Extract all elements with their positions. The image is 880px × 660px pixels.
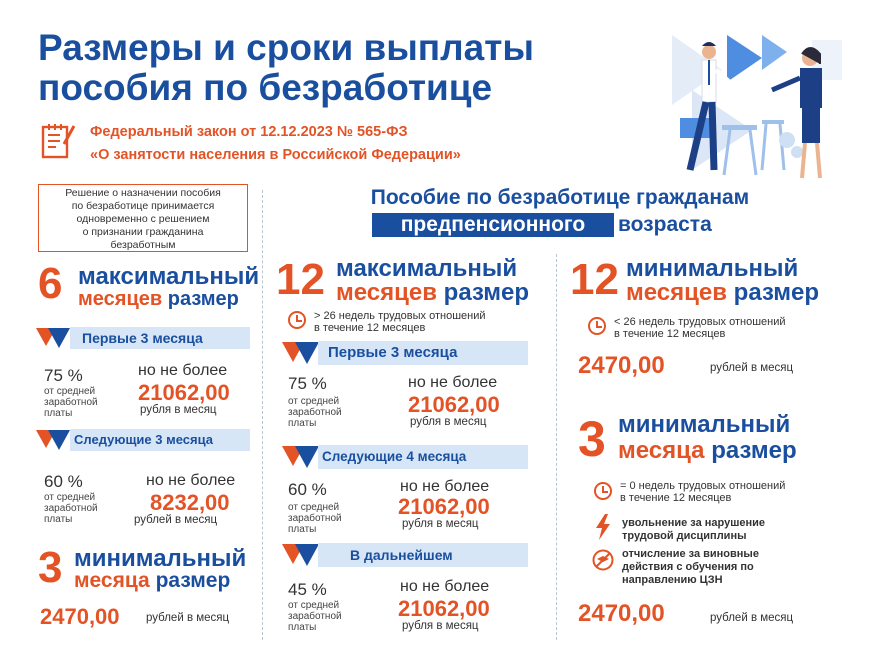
left-min-unit-line: месяца размер xyxy=(74,569,231,592)
page-title: Размеры и сроки выплаты пособия по безработице xyxy=(38,27,534,108)
right-number: 12 xyxy=(570,255,619,304)
no-education-icon xyxy=(592,549,614,571)
right-reason-1: увольнение за нарушение трудовой дисциплины xyxy=(622,517,766,542)
decision-note-box: Решение о назначении пособия по безработице принимается одновременно с решением о признании гражданина безработным xyxy=(38,184,248,252)
left-p2-unit: рублей в месяц xyxy=(134,514,218,526)
mid-condition: > 26 недель трудовых отношений в течение 12 месяцев xyxy=(314,310,486,334)
right-amount: 2470,00 xyxy=(578,352,665,379)
triangle-icon xyxy=(36,430,72,452)
mid-word: максимальный xyxy=(336,255,518,282)
clock-icon xyxy=(588,317,606,335)
left-p1-amount: 21062,00 xyxy=(138,380,230,405)
left-p2-percent: 60 % xyxy=(44,472,83,491)
mid-p2-sub: от средней заработной платы xyxy=(288,502,342,535)
right-unit-line: месяцев размер xyxy=(626,279,820,306)
right-number-2: 3 xyxy=(578,411,606,467)
left-max-word: максимальный xyxy=(78,263,260,290)
left-min-amount: 2470,00 xyxy=(40,604,120,629)
mid-number: 12 xyxy=(276,255,325,304)
clock-icon xyxy=(594,482,612,500)
right-word-2: минимальный xyxy=(618,411,791,438)
law-line-2: «О занятости населения в Российской Федерации» xyxy=(90,147,461,163)
left-p1-sub: от средней заработной платы xyxy=(44,386,98,419)
left-max-number: 6 xyxy=(38,259,63,308)
left-period-2-header: Следующие 3 месяца xyxy=(70,429,250,451)
mid-p3-limit-label: но не более xyxy=(400,578,490,595)
mid-unit-line: месяцев размер xyxy=(336,279,530,306)
mid-p1-amount: 21062,00 xyxy=(408,392,500,417)
mid-p2-limit-label: но не более xyxy=(400,478,490,495)
right-amount-unit: рублей в месяц xyxy=(710,362,794,374)
triangle-icon xyxy=(282,342,320,366)
left-max-unit-line: месяцев размер xyxy=(78,288,239,310)
right-condition-2: = 0 недель трудовых отношений в течение 12 месяцев xyxy=(620,480,786,504)
right-unit-line-2: месяца размер xyxy=(618,437,797,464)
left-min-word: минимальный xyxy=(74,545,247,572)
pre-pension-title-rest: возраста xyxy=(618,213,712,236)
mid-p3-percent: 45 % xyxy=(288,580,327,599)
right-amount-2: 2470,00 xyxy=(578,600,665,627)
left-p1-percent: 75 % xyxy=(44,366,83,385)
right-word: минимальный xyxy=(626,255,799,282)
left-p2-amount: 8232,00 xyxy=(150,490,230,515)
mid-p1-limit-label: но не более xyxy=(408,374,498,391)
column-separator xyxy=(556,254,557,640)
mid-period-2-header: Следующие 4 месяца xyxy=(318,445,528,469)
left-p2-limit-label: но не более xyxy=(146,472,236,489)
triangle-icon xyxy=(282,446,320,470)
left-p1-unit: рубля в месяц xyxy=(140,404,217,416)
triangle-icon xyxy=(36,328,72,350)
right-condition: < 26 недель трудовых отношений в течение 12 месяцев xyxy=(614,316,786,340)
left-p1-limit-label: но не более xyxy=(138,362,228,379)
mid-p1-percent: 75 % xyxy=(288,374,327,393)
document-pen-icon xyxy=(40,122,78,160)
mid-period-1-header: Первые 3 месяца xyxy=(318,341,528,365)
left-min-unit: рублей в месяц xyxy=(146,612,230,624)
left-min-number: 3 xyxy=(38,543,63,592)
mid-p1-sub: от средней заработной платы xyxy=(288,396,342,429)
right-amount-2-unit: рублей в месяц xyxy=(710,612,794,624)
clock-icon xyxy=(288,311,306,329)
triangle-icon xyxy=(282,544,320,568)
right-reason-2: отчисление за виновные действия с обучения по направлению ЦЗН xyxy=(622,548,759,586)
mid-p2-unit: рубля в месяц xyxy=(402,518,479,530)
mid-p2-amount: 21062,00 xyxy=(398,494,490,519)
office-illustration xyxy=(662,30,852,185)
pre-pension-highlight: предпенсионного xyxy=(372,213,614,237)
mid-p3-amount: 21062,00 xyxy=(398,596,490,621)
mid-p3-sub: от средней заработной платы xyxy=(288,600,342,633)
lightning-icon xyxy=(594,514,612,540)
mid-p3-unit: рубля в месяц xyxy=(402,620,479,632)
mid-period-3-header: В дальнейшем xyxy=(318,543,528,567)
law-line-1: Федеральный закон от 12.12.2023 № 565-ФЗ xyxy=(90,124,408,140)
mid-p2-percent: 60 % xyxy=(288,480,327,499)
left-period-1-header: Первые 3 месяца xyxy=(70,327,250,349)
mid-p1-unit: рубля в месяц xyxy=(410,416,487,428)
column-separator xyxy=(262,190,263,640)
pre-pension-title-line-1: Пособие по безработице гражданам xyxy=(370,186,750,209)
left-p2-sub: от средней заработной платы xyxy=(44,492,98,525)
